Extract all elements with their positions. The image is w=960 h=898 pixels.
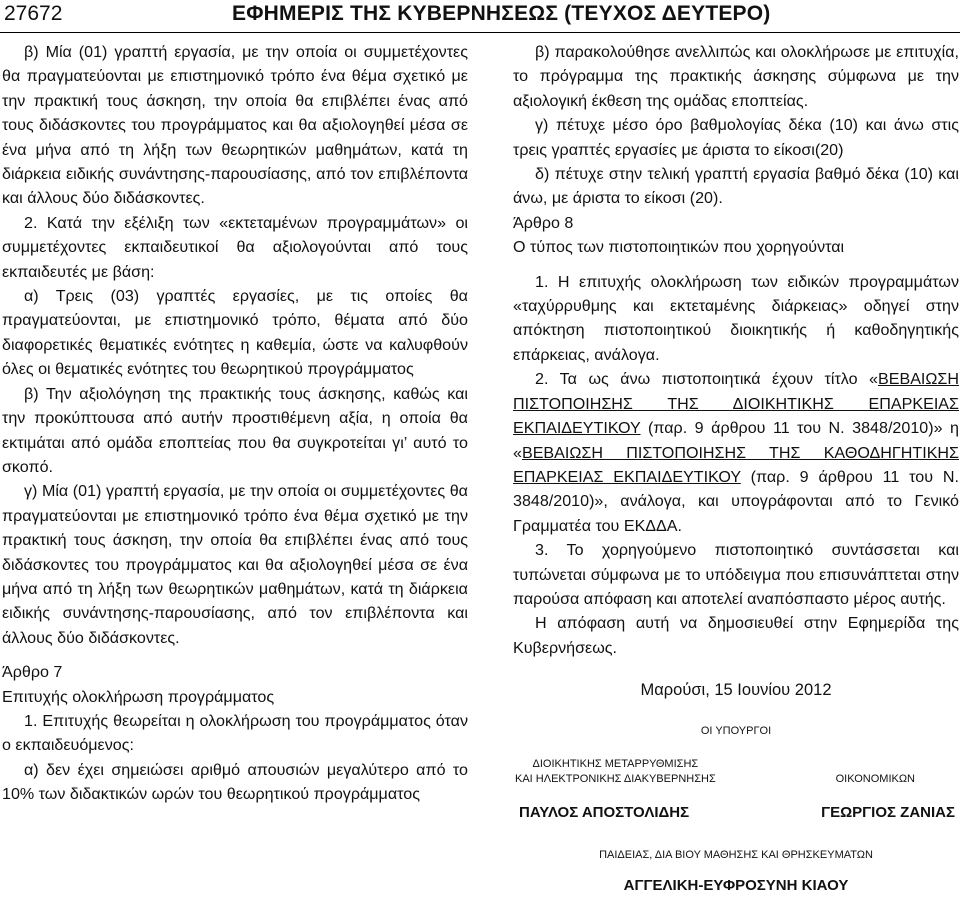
paragraph: 1. Η επιτυχής ολοκλήρωση των ειδικών προγραμμάτων «ταχύρρυθμης και εκτεταμένης διάρκειας» οδηγεί στην απόκτηση πιστοποιητικού διοικητικής ή καθοδηγητικής επάρκειας, ανάλογα. xyxy=(513,272,959,364)
text-run: (παρ. 9 άρθρου 11 του Ν. 3848/2010)» η « xyxy=(513,419,959,462)
article-7-title: Άρθρο 7 xyxy=(2,663,63,682)
paragraph: δ) πέτυχε στην τελική γραπτή εργασία βαθμό δέκα (10) και άνω, με άριστα το είκοσι (20). xyxy=(513,165,959,208)
text-run: (παρ. 9 άρθρου 11 του Ν. 3848/2010)», ανάλογα, και υπογράφονται από το Γενικό Γραμματέα του ΕΚΔΔΑ. xyxy=(513,467,959,535)
paragraph: α) δεν έχει σημειώσει αριθμό απουσιών μεγαλύτερο από το 10% των διδακτικών ωρών του θεωρητικού προγράμματος xyxy=(2,760,468,804)
ministry-line: ΚΑΙ ΗΛΕΚΤΡΟΝΙΚΗΣ ΔΙΑΚΥΒΕΡΝΗΣΗΣ xyxy=(515,772,716,785)
paragraph: γ) Μία (01) γραπτή εργασία, με την οποία οι συμμετέχοντες θα πραγματεύονται με επιστημονικό τρόπο ένα θέμα σχετικό με την πρακτική τους άσκηση, την οποία θα επιβλέπει ένας από τους διδάσκοντες του προγράμματος και θα αξιολογηθεί μέσα σε ένα μήνα από τη λήξη των θεωρητικών μαθημάτων, κατά τη διάρκεια ειδικής συνάντησης-παρουσίασης, από τον επιβλέποντα και άλλους δύο διδάσκοντες. xyxy=(2,482,468,647)
signatory-name: ΓΕΩΡΓΙΟΣ ΖΑΝΙΑΣ xyxy=(821,803,955,821)
signature-ministries-row xyxy=(513,757,959,787)
ministry-education: ΠΑΙΔΕΙΑΣ, ΔΙΑ ΒΙΟΥ ΜΑΘΗΣΗΣ ΚΑΙ ΘΡΗΣΚΕΥΜΑΤΩΝ xyxy=(599,849,873,862)
certificate-title-guidance: ΒΕΒΑΙΩΣΗ ΠΙΣΤΟΠΟΙΗΣΗΣ ΤΗΣ ΚΑΘΟΔΗΓΗΤΙΚΗΣ ΕΠΑΡΚΕΙΑΣ ΕΚΠΑΙΔΕΥΤΙΚΟΥ xyxy=(513,443,959,486)
signature-names-row xyxy=(513,801,959,825)
paragraph: γ) πέτυχε μέσο όρο βαθμολογίας δέκα (10) και άνω στις τρεις γραπτές εργασίες με άριστα το είκοσι(20) xyxy=(513,116,959,159)
paragraph: 2. Κατά την εξέλιξη των «εκτεταμένων προγραμμάτων» οι συμμετέχοντες εκπαιδευτικοί θα αξιολογούνται από τους εκπαιδευτές με βάση: xyxy=(2,213,468,281)
ministers-label: ΟΙ ΥΠΟΥΡΓΟΙ xyxy=(700,724,772,737)
signing-date: Μαρούσι, 15 Ιουνίου 2012 xyxy=(640,681,832,700)
paragraph-certificate-titles xyxy=(513,367,959,538)
signatory-name: ΑΓΓΕΛΙΚΗ-ΕΥΦΡΟΣΥΝΗ ΚΙΑΟΥ xyxy=(623,876,849,894)
paragraph: β) παρακολούθησε ανελλιπώς και ολοκλήρωσε με επιτυχία, το πρόγραμμα της πρακτικής άσκησης σύμφωνα με την αξιολογική έκθεση της ομάδας εποπτείας. xyxy=(513,43,959,110)
right-column xyxy=(513,40,959,898)
article-8-title: Άρθρο 8 xyxy=(513,213,574,232)
article-8-subtitle: Ο τύπος των πιστοποιητικών που χορηγούνται xyxy=(513,238,845,257)
header-rule xyxy=(0,32,960,33)
paragraph: Η απόφαση αυτή να δημοσιευθεί στην Εφημερίδα της Κυβερνήσεως. xyxy=(513,614,959,657)
paragraph: β) Την αξιολόγηση της πρακτικής τους άσκησης, καθώς και την προκύπτουσα από αυτήν προστιθέμενη αξία, η οποία θα εκτιμάται από ομάδα εποπτείας που θα συγκροτείται γι’ αυτό το σκοπό. xyxy=(2,384,468,476)
paragraph: β) Μία (01) γραπτή εργασία, με την οποία οι συμμετέχοντες θα πραγματεύονται με επιστημονικό τρόπο ένα θέμα σχετικό με την πρακτική τους άσκηση, την οποία θα επιβλέπει ένας από τους διδάσκοντες του προγράμματος και θα αξιολογηθεί μέσα σε ένα μήνα από τη λήξη των θεωρητικών μαθημάτων, κατά τη διάρκεια ειδικής συνάντησης-παρουσίασης, από τον επιβλέποντα και άλλους δύο διδάσκοντες. xyxy=(2,43,468,208)
paragraph: 3. Το χορηγούμενο πιστοποιητικό συντάσσεται και τυπώνεται σύμφωνα με το υπόδειγμα που επισυνάπτεται στην παρούσα απόφαση και αποτελεί αναπόσπαστο μέρος αυτής. xyxy=(513,541,959,608)
ministry-line: ΔΙΟΙΚΗΤΙΚΗΣ ΜΕΤΑΡΡΥΘΜΙΣΗΣ xyxy=(532,757,699,770)
paragraph: 1. Επιτυχής θεωρείται η ολοκλήρωση του προγράμματος όταν ο εκπαιδευόμενος: xyxy=(2,711,468,755)
paragraph: α) Τρεις (03) γραπτές εργασίες, με τις οποίες θα πραγματεύονται, με επιστημονικό τρόπο, θέματα από δύο διαφορετικές θεματικές ενότητες η καθεμία, ώστε να καλυφθούν όλες οι θεματικές ενότητες του θεωρητικού προγράμματος xyxy=(2,287,468,379)
ministry-finance: ΟΙΚΟΝΟΜΙΚΩΝ xyxy=(835,772,915,785)
page-number: 27672 xyxy=(4,2,63,25)
left-column xyxy=(2,40,468,807)
signatory-name: ΠΑΥΛΟΣ ΑΠΟΣΤΟΛΙΔΗΣ xyxy=(519,803,690,821)
certificate-title-administrative: ΒΕΒΑΙΩΣΗ ΠΙΣΤΟΠΟΙΗΣΗΣ ΤΗΣ ΔΙΟΙΚΗΤΙΚΗΣ ΕΠΑΡΚΕΙΑΣ ΕΚΠΑΙΔΕΥΤΙΚΟΥ xyxy=(513,370,959,438)
ministry-administrative-reform xyxy=(515,757,716,787)
page-header xyxy=(0,0,960,30)
text-run: 2. Τα ως άνω πιστοποιητικά έχουν τίτλο « xyxy=(535,370,878,389)
gazette-title: ΕΦΗΜΕΡΙΣ ΤΗΣ ΚΥΒΕΡΝΗΣΕΩΣ (ΤΕΥΧΟΣ ΔΕΥΤΕΡΟ) xyxy=(232,2,771,25)
article-7-subtitle: Επιτυχής ολοκλήρωση προγράμματος xyxy=(2,687,275,706)
